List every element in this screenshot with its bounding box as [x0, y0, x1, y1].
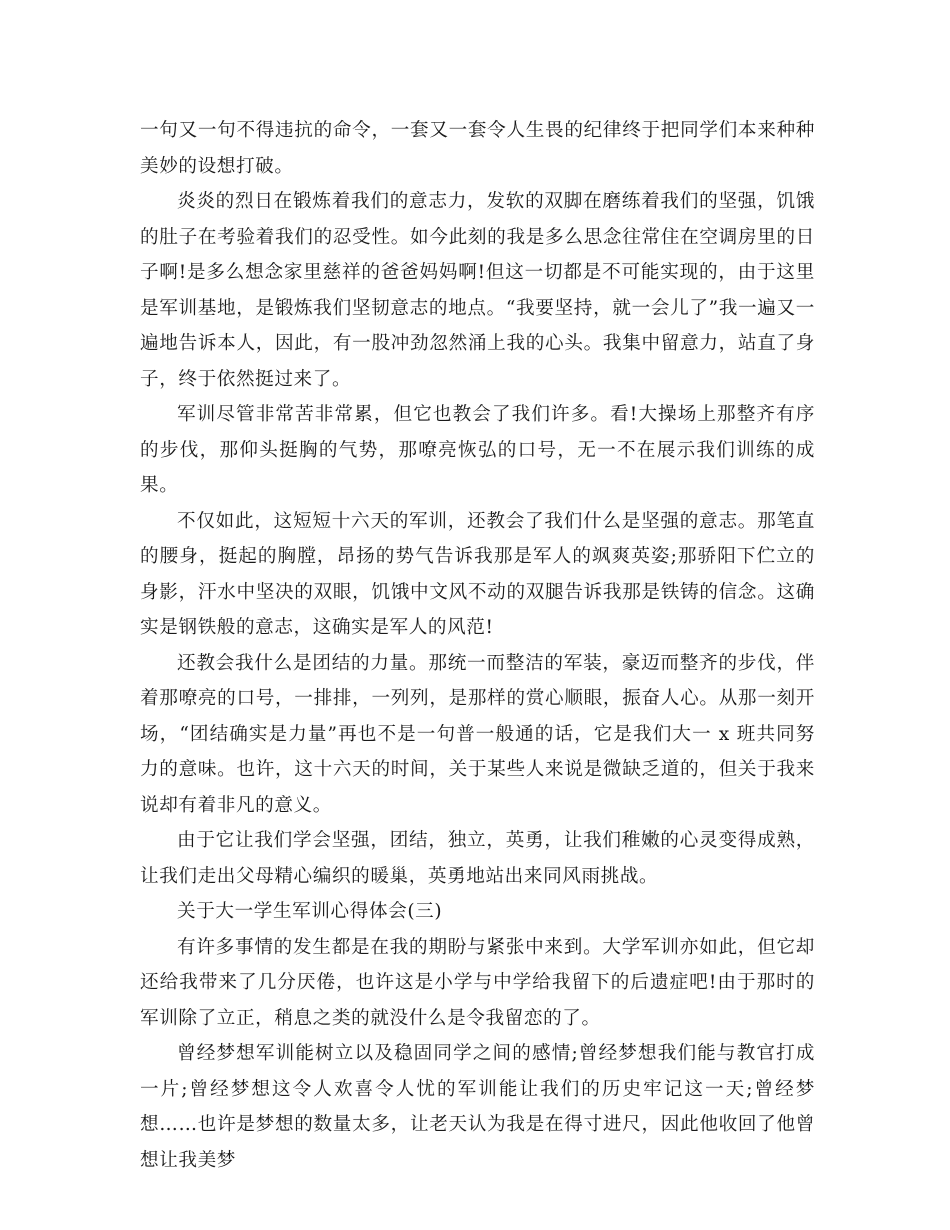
section-title: 关于大一学生军训心得体会(三)	[177, 901, 443, 922]
paragraph: 曾经梦想军训能树立以及稳固同学之间的感情;曾经梦想我们能与教官打成一片;曾经梦想这令人欢喜令人忧的军训能让我们的历史牢记这一天;曾经梦想……也许是梦想的数量太多，让老天认为我是在得寸进尺，因此他收回了他曾想让我美梦	[140, 1043, 815, 1171]
document-body	[140, 113, 815, 1178]
paragraph: 军训尽管非常苦非常累，但它也教会了我们许多。看!大操场上那整齐有序的步伐，那仰头挺胸的气势，那嘹亮恢弘的口号，无一不在展示我们训练的成果。	[140, 404, 815, 496]
paragraph: 不仅如此，这短短十六天的军训，还教会了我们什么是坚强的意志。那笔直的腰身，挺起的胸膛，昂扬的势气告诉我那是军人的飒爽英姿;那骄阳下伫立的身影，汗水中坚决的双眼，饥饿中文风不动的双腿告诉我那是铁铸的信念。这确实是钢铁般的意志，这确实是军人的风范!	[140, 510, 815, 638]
paragraph-continued: 一句又一句不得违抗的命令，一套又一套令人生畏的纪律终于把同学们本来种种美妙的设想打破。	[140, 120, 815, 177]
paragraph: 还教会我什么是团结的力量。那统一而整洁的军装，豪迈而整齐的步伐，伴着那嘹亮的口号，一排排，一列列，是那样的赏心顺眼，振奋人心。从那一刻开场，“团结确实是力量”再也不是一句普一般通的话，它是我们大一 x 班共同努力的意味。也许，这十六天的时间，关于某些人来说是微缺乏道的，但关于我来说却有着非凡的意义。	[140, 652, 815, 816]
paragraph: 有许多事情的发生都是在我的期盼与紧张中来到。大学军训亦如此，但它却还给我带来了几分厌倦，也许这是小学与中学给我留下的后遗症吧!由于那时的军训除了立正，稍息之类的就没什么是令我留恋的了。	[140, 936, 815, 1029]
paragraph: 由于它让我们学会坚强，团结，独立，英勇，让我们稚嫩的心灵变得成熟，让我们走出父母精心编织的暖巢，英勇地站出来同风雨挑战。	[140, 830, 815, 887]
paragraph: 炎炎的烈日在锻炼着我们的意志力，发软的双脚在磨练着我们的坚强，饥饿的肚子在考验着我们的忍受性。如今此刻的我是多么思念往常住在空调房里的日子啊!是多么想念家里慈祥的爸爸妈妈啊!但这一切都是不可能实现的，由于这里是军训基地，是锻炼我们坚韧意志的地点。“我要坚持，就一会儿了”我一遍又一遍地告诉本人，因此，有一股冲劲忽然涌上我的心头。我集中留意力，站直了身子，终于依然挺过来了。	[140, 191, 815, 390]
